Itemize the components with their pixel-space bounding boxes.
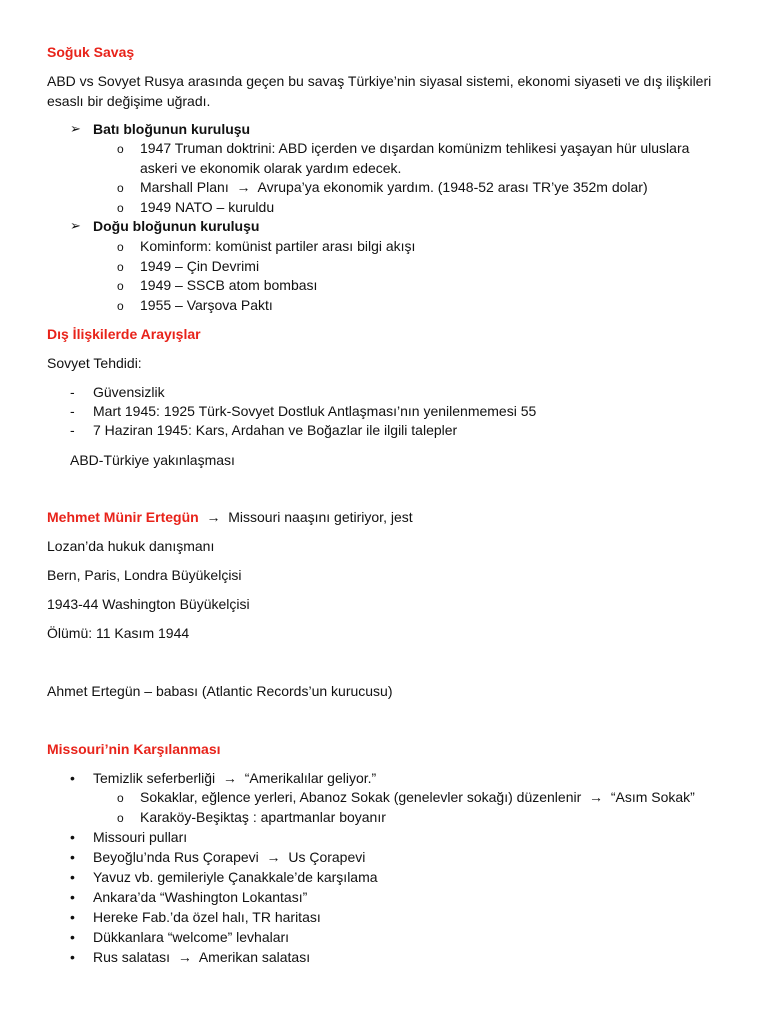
marshall-detail: Avrupa’ya ekonomik yardım. (1948-52 arası TR’ye 352m dolar): [257, 179, 648, 195]
marshall-label: Marshall Planı: [140, 179, 229, 195]
ertegun-line: Lozan’da hukuk danışmanı: [47, 538, 215, 554]
list-item: Karaköy-Beşiktaş : apartmanlar boyanır: [140, 809, 386, 825]
list-item: Yavuz vb. gemileriyle Çanakkale’de karşılama: [93, 869, 378, 885]
list-item: Hereke Fab.’da özel halı, TR haritası: [93, 909, 321, 925]
section-title-soguk-savas: Soğuk Savaş: [47, 44, 135, 60]
list-item: [140, 788, 695, 806]
dot-bullet-icon: •: [70, 949, 75, 965]
section-title-dis-iliskiler: Dış İlişkilerde Arayışlar: [47, 326, 201, 342]
circle-bullet-icon: o: [117, 791, 124, 805]
beyoglu-detail: Us Çorapevi: [288, 849, 366, 865]
ertegun-heading: [47, 508, 413, 526]
dot-bullet-icon: •: [70, 849, 75, 865]
intro-line-2: esaslı bir değişime uğradı.: [47, 93, 211, 109]
sokaklar-detail: “Asım Sokak”: [610, 789, 695, 805]
list-item: 1949 NATO – kuruldu: [140, 199, 275, 215]
list-item: 1949 – SSCB atom bombası: [140, 277, 318, 293]
dash-bullet-icon: -: [70, 384, 75, 400]
list-item: Kominform: komünist partiler arası bilgi akışı: [140, 238, 416, 254]
list-item: [140, 178, 648, 196]
dot-bullet-icon: •: [70, 909, 75, 925]
right-arrow-icon: →: [173, 949, 196, 965]
circle-bullet-icon: o: [117, 142, 124, 156]
section-title-missouri: Missouri’nin Karşılanması: [47, 741, 221, 757]
rus-salatasi-detail: Amerikan salatası: [198, 949, 311, 965]
bati-blok-label: Batı bloğunun kuruluşu: [93, 121, 251, 137]
circle-bullet-icon: o: [117, 181, 124, 195]
circle-bullet-icon: o: [117, 201, 124, 215]
list-item: 1949 – Çin Devrimi: [140, 258, 260, 274]
dash-bullet-icon: -: [70, 422, 75, 438]
dash-bullet-icon: -: [70, 403, 75, 419]
rus-salatasi-label: Rus salatası: [93, 949, 171, 965]
list-item: [93, 948, 310, 966]
intro-line-1: ABD vs Sovyet Rusya arasında geçen bu savaş Türkiye’nin siyasal sistemi, ekonomi siyaseti ve dış ilişkileri: [47, 73, 712, 89]
right-arrow-icon: →: [262, 849, 285, 865]
dot-bullet-icon: •: [70, 929, 75, 945]
list-item: Güvensizlik: [93, 384, 165, 400]
circle-bullet-icon: o: [117, 240, 124, 254]
ertegun-name: Mehmet Münir Ertegün: [47, 509, 199, 525]
temizlik-label: Temizlik seferberliği: [93, 770, 216, 786]
right-arrow-icon: →: [232, 179, 255, 195]
list-item: Dükkanlara “welcome” levhaları: [93, 929, 290, 945]
abd-turkiye: ABD-Türkiye yakınlaşması: [70, 452, 235, 468]
arrowhead-bullet-icon: ➢: [70, 218, 81, 233]
list-item: Mart 1945: 1925 Türk-Sovyet Dostluk Antlaşması’nın yenilenmemesi 55: [93, 403, 537, 419]
ertegun-line: Bern, Paris, Londra Büyükelçisi: [47, 567, 242, 583]
list-item: 1947 Truman doktrini: ABD içerden ve dışardan komünizm tehlikesi yaşayan hür uluslara: [140, 140, 690, 156]
list-item: Ankara’da “Washington Lokantası”: [93, 889, 308, 905]
right-arrow-icon: →: [202, 509, 225, 525]
circle-bullet-icon: o: [117, 279, 124, 293]
ahmet-ertegun-line: Ahmet Ertegün – babası (Atlantic Records’un kurucusu): [47, 683, 393, 699]
list-item: 1955 – Varşova Paktı: [140, 297, 273, 313]
ertegun-line: 1943-44 Washington Büyükelçisi: [47, 596, 250, 612]
list-item: 7 Haziran 1945: Kars, Ardahan ve Boğazlar ile ilgili talepler: [93, 422, 458, 438]
ertegun-note: Missouri naaşını getiriyor, jest: [228, 509, 413, 525]
list-item: Missouri pulları: [93, 829, 188, 845]
list-item: [93, 769, 376, 787]
dot-bullet-icon: •: [70, 889, 75, 905]
dogu-blok-label: Doğu bloğunun kuruluşu: [93, 218, 260, 234]
dot-bullet-icon: •: [70, 829, 75, 845]
temizlik-detail: “Amerikalılar geliyor.”: [244, 770, 377, 786]
sovyet-tehdidi: Sovyet Tehdidi:: [47, 355, 142, 371]
list-item-continuation: askeri ve ekonomik olarak yardım edecek.: [140, 160, 402, 176]
dot-bullet-icon: •: [70, 770, 75, 786]
ertegun-line: Ölümü: 11 Kasım 1944: [47, 625, 190, 641]
circle-bullet-icon: o: [117, 260, 124, 274]
right-arrow-icon: →: [219, 770, 241, 786]
circle-bullet-icon: o: [117, 811, 124, 825]
circle-bullet-icon: o: [117, 299, 124, 313]
list-item: [93, 848, 365, 866]
dot-bullet-icon: •: [70, 869, 75, 885]
beyoglu-label: Beyoğlu’nda Rus Çorapevi: [93, 849, 259, 865]
sokaklar-label: Sokaklar, eğlence yerleri, Abanoz Sokak (genelevler sokağı) düzenlenir: [140, 789, 582, 805]
right-arrow-icon: →: [585, 789, 607, 805]
arrowhead-bullet-icon: ➢: [70, 121, 81, 136]
